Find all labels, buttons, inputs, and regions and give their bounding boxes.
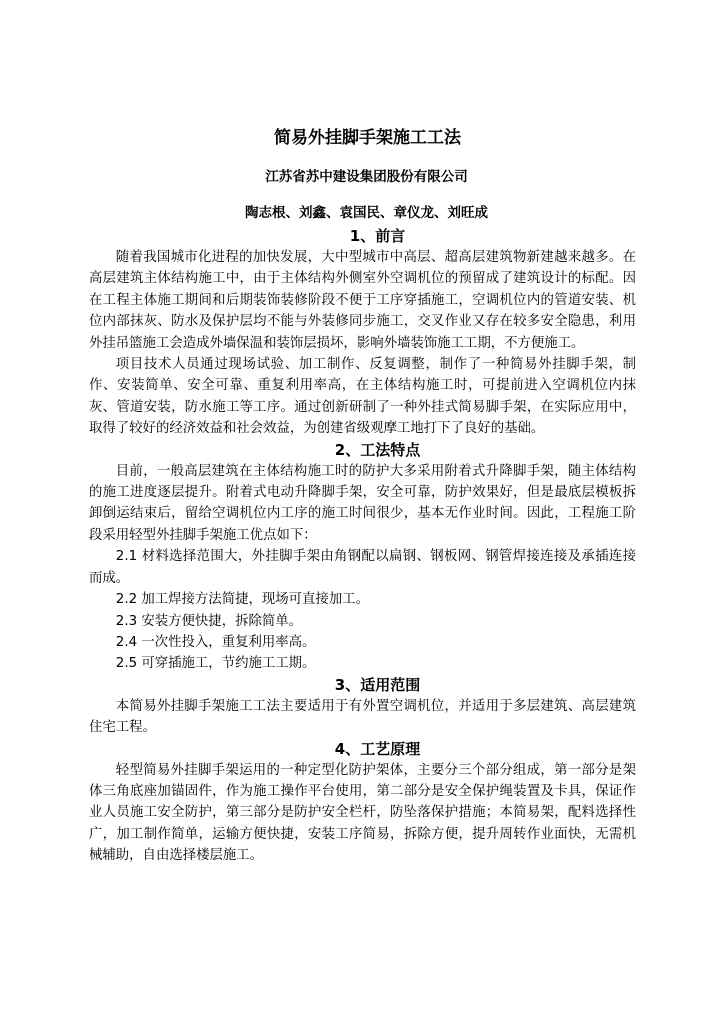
section-heading: 1、前言 xyxy=(349,227,406,245)
section-heading: 3、适用范围 xyxy=(334,675,421,694)
section-features xyxy=(89,440,636,675)
paragraph: 项目技术人员通过现场试验、加工制作、反复调整，制作了一种简易外挂脚手架，制作、安装简单、安全可靠、重复利用率高，在主体结构施工时，可提前进入空调机位内抹灰、管道安装，防水施工等工序。通过创新研制了一种外挂式简易脚手架，在实际应用中，取得了较好的经济效益和社会效益，为创建省级观摩工地打下了良好的基础。 xyxy=(89,357,636,437)
section-introduction xyxy=(89,226,636,440)
section-heading: 4、工艺原理 xyxy=(334,739,421,758)
paragraph: 轻型简易外挂脚手架运用的一种定型化防护架体，主要分三个部分组成，第一部分是架体三角底座加锚固件，作为施工操作平台使用，第二部分是安全保护绳装置及卡具，保证作业人员施工安全防护，第三部分是防护安全栏杆，防坠落保护措施；本简易架，配料选择性广，加工制作简单，运输方便快捷，安装工序简易，拆除方便，提升周转作业面快，无需机械辅助，自由选择楼层施工。 xyxy=(89,762,636,864)
paragraph: 本简易外挂脚手架施工工法主要适用于有外置空调机位，并适用于多层建筑、高层建筑住宅工程。 xyxy=(89,698,636,736)
paragraph: 目前，一般高层建筑在主体结构施工时的防护大多采用附着式升降脚手架，随主体结构的施工进度逐层提升。附着式电动升降脚手架，安全可靠，防护效果好，但是最底层模板拆卸倒运结束后，留给空调机位内工序的施工时间很少，基本无作业时间。因此，工程施工阶段采用轻型外挂脚手架施工优点如下： xyxy=(89,463,636,543)
list-item: 2.1 材料选择范围大，外挂脚手架由角钢配以扁钢、钢板网、钢管焊接连接及承插连接而成。 xyxy=(89,549,636,586)
company-name: 江苏省苏中建设集团股份有限公司 xyxy=(265,169,468,185)
author-list: 陶志根、刘鑫、袁国民、章仪龙、刘旺成 xyxy=(245,205,488,221)
list-item: 2.4 一次性投入，重复利用率高。 xyxy=(115,634,316,650)
paragraph: 随着我国城市化进程的加快发展，大中型城市中高层、超高层建筑物新建越来越多。在高层建筑主体结构施工中，由于主体结构外侧室外空调机位的预留成了建筑设计的标配。因在工程主体施工期间和后期装饰装修阶段不便于工序穿插施工，空调机位内的管道安装、机位内部抹灰、防水及保护层均不能与外装修同步施工，交叉作业又存在较多安全隐患，利用外挂吊篮施工会造成外墙保温和装饰层损坏，影响外墙装饰施工工期，不方便施工。 xyxy=(89,250,636,351)
list-item: 2.5 可穿插施工，节约施工工期。 xyxy=(115,656,316,672)
section-principle xyxy=(89,739,636,867)
list-item: 2.2 加工焊接方法简捷，现场可直接加工。 xyxy=(115,592,369,608)
section-scope xyxy=(89,675,636,739)
document-title: 简易外挂脚手架施工工法 xyxy=(274,128,461,148)
section-heading: 2、工法特点 xyxy=(334,440,421,459)
list-item: 2.3 安装方便快捷，拆除简单。 xyxy=(115,613,303,629)
